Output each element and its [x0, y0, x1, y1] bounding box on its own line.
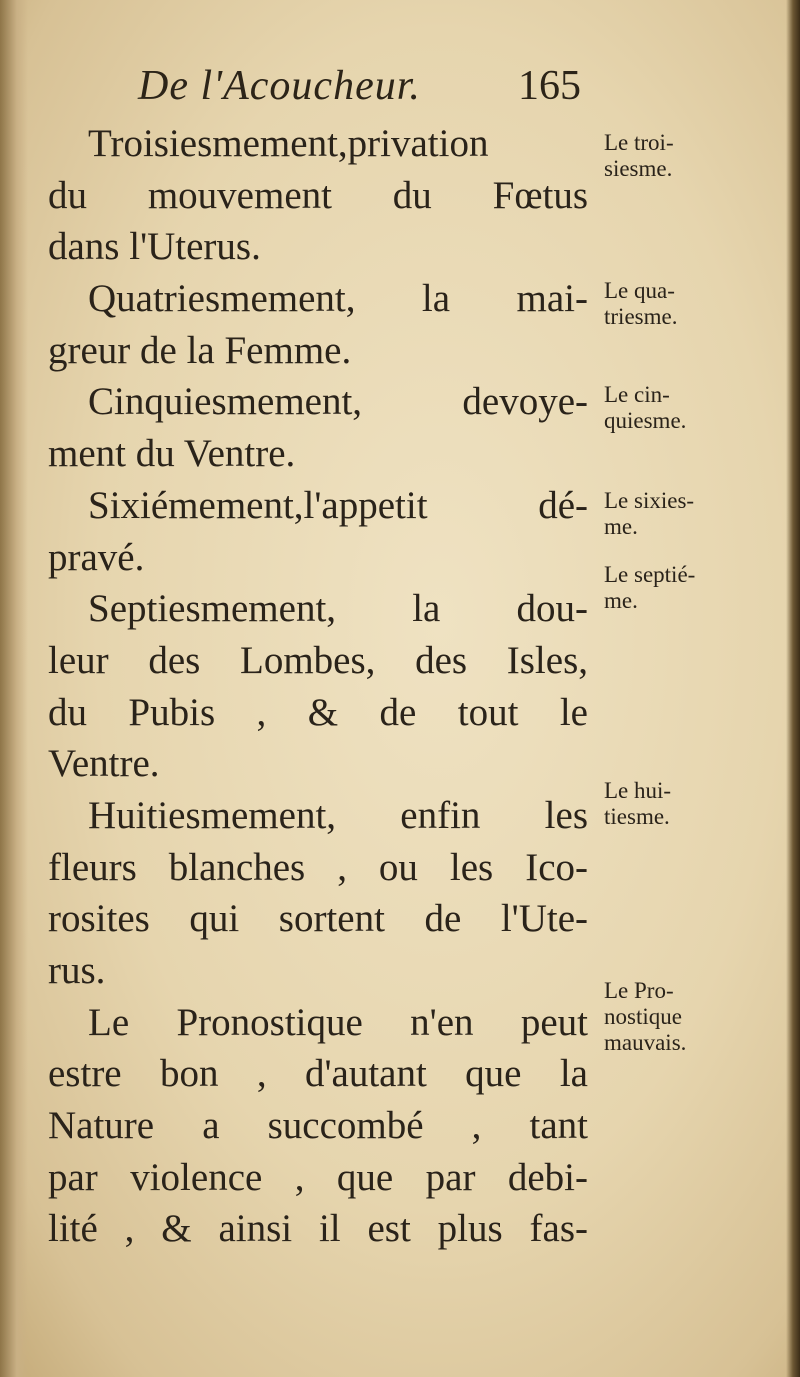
margin-note-line: tiesme. [604, 804, 670, 829]
text-line: du Pubis , & de tout le [48, 690, 588, 734]
margin-note-line: Le septié- [604, 562, 696, 587]
page-number: 165 [518, 63, 581, 109]
text-line: estre bon , d'autant que la [48, 1052, 588, 1096]
margin-note [604, 778, 754, 830]
text-line: Septiesmement, la dou- [88, 587, 588, 631]
margin-note [604, 278, 754, 330]
text-line: Quatriesmement, la mai- [88, 277, 588, 321]
margin-note-line: quiesme. [604, 408, 687, 433]
text-line: rus. [48, 949, 106, 992]
gutter-shadow [0, 0, 28, 1377]
margin-note [604, 130, 754, 182]
margin-notes [604, 0, 764, 1377]
margin-note-line: me. [604, 514, 638, 539]
text-line: Ventre. [48, 742, 160, 786]
margin-note-line: Le sixies- [604, 488, 695, 513]
text-line: leur des Lombes, des Isles, [48, 638, 588, 682]
text-line: fleurs blanches , ou les Ico- [48, 845, 588, 889]
text-line: lité , & ainsi il est plus fas- [48, 1207, 588, 1251]
margin-note-line: Le cin- [604, 382, 670, 407]
main-text-block [48, 118, 588, 1255]
margin-note [604, 562, 754, 614]
text-line: Troisiesmement,privation [88, 122, 489, 165]
text-line: dans l'Uterus. [48, 225, 261, 269]
text-line: greur de la Femme. [48, 328, 352, 372]
text-line: par violence , que par debi- [48, 1155, 588, 1199]
text-line: Nature a succombé , tant [48, 1104, 588, 1148]
running-head: De l'Acoucheur. [138, 63, 421, 109]
text-line: Cinquiesmement, devoye- [88, 380, 588, 424]
margin-note-line: Le hui- [604, 778, 672, 803]
text-line: pravé. [48, 535, 145, 579]
margin-note [604, 382, 754, 434]
page-edge-shadow [786, 0, 800, 1377]
text-line: Le Pronostique n'en peut [88, 1000, 588, 1044]
margin-note-line: me. [604, 588, 638, 613]
text-line: Huitiesmement, enfin les [88, 793, 588, 837]
margin-note-line: nostique [604, 1004, 682, 1029]
page-header [138, 62, 608, 118]
margin-note-line: Le Pro- [604, 978, 674, 1003]
margin-note-line: mauvais. [604, 1030, 687, 1055]
text-line: ment du Ventre. [48, 432, 296, 476]
margin-note-line: triesme. [604, 304, 678, 329]
margin-note [604, 978, 754, 1056]
text-line: Sixiémement,l'appetit dé- [88, 483, 588, 527]
margin-note-line: Le troi- [604, 130, 674, 155]
margin-note-line: Le qua- [604, 278, 675, 303]
text-line: du mouvement du Fœtus [48, 173, 588, 217]
margin-note [604, 488, 754, 540]
text-line: rosites qui sortent de l'Ute- [48, 897, 588, 941]
margin-note-line: siesme. [604, 156, 673, 181]
